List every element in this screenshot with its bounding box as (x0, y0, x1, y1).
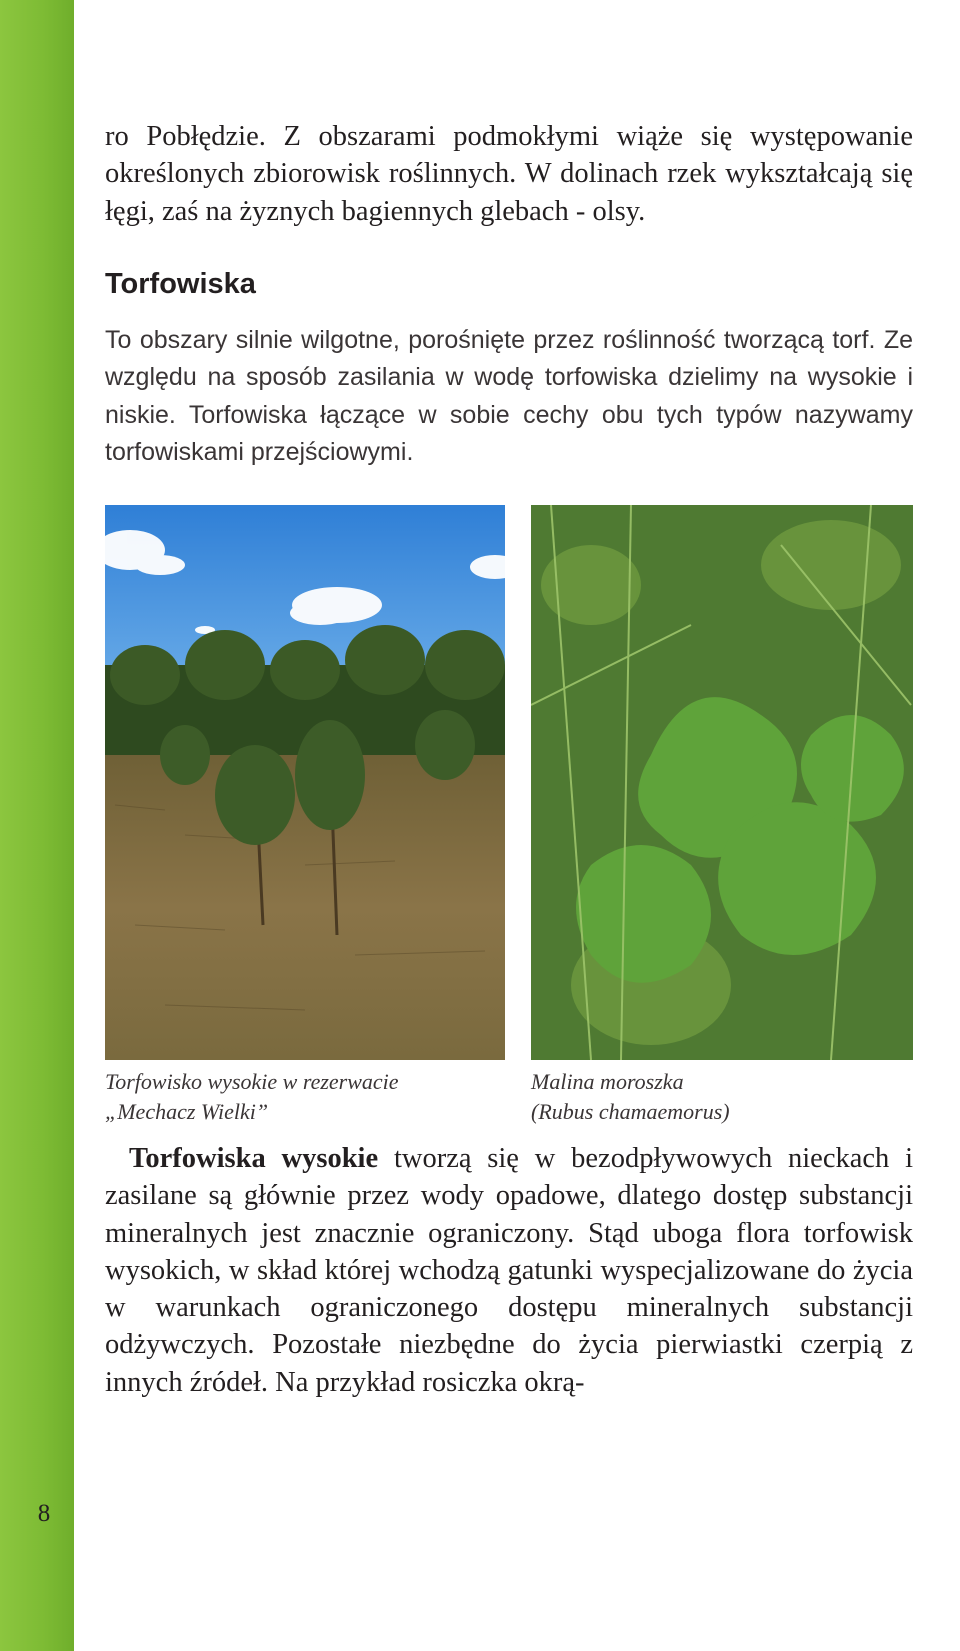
intro-paragraph: ro Pobłędzie. Z obszarami podmokłymi wiąże się występowanie określonych zbiorowisk roślinnych. W dolinach rzek wykształcają się łęgi, zaś na żyznych bagiennych glebach - olsy. (105, 121, 913, 227)
cloudberry-photo (531, 505, 913, 1060)
section-paragraph: To obszary silnie wilgotne, porośnięte przez roślinność tworzącą torf. Ze względu na sposób zasilania w wodę torfowiska dzielimy na wysokie i niskie. Torfowiska łączące w sobie cechy obu tych typów nazywamy torfowiskami przejściowymi. (105, 326, 913, 466)
caption-line: „Mechacz Wielki” (105, 1099, 269, 1124)
caption-line: (Rubus chamaemorus) (531, 1099, 730, 1124)
bog-photo (105, 505, 505, 1060)
body-paragraph (105, 1140, 913, 1401)
paragraph-text: tworzą się w bezodpływowych nieckach i zasilane są głównie przez wody opadowe, dlatego dostęp substancji mineralnych jest znacznie ograniczony. Stąd uboga flora torfowisk wysokich, w skład której wchodzą gatunki wyspecjalizowane do życia w warunkach ograniczonego dostępu mineralnych substancji odżywczych. Pozostałe niezbędne do życia pierwiastki czerpią z innych źródeł. Na przykład rosiczka okrą- (105, 1143, 913, 1398)
caption-line: Torfowisko wysokie w rezerwacie (105, 1069, 399, 1094)
page-side-band (0, 0, 74, 1651)
cloudberry-photo-caption (531, 1067, 913, 1127)
bold-lead: Torfowiska wysokie (129, 1143, 379, 1174)
bog-photo-caption (105, 1067, 505, 1127)
page-number: 8 (37, 1500, 51, 1527)
section-heading: Torfowiska (105, 268, 256, 300)
caption-line: Malina moroszka (531, 1069, 684, 1094)
